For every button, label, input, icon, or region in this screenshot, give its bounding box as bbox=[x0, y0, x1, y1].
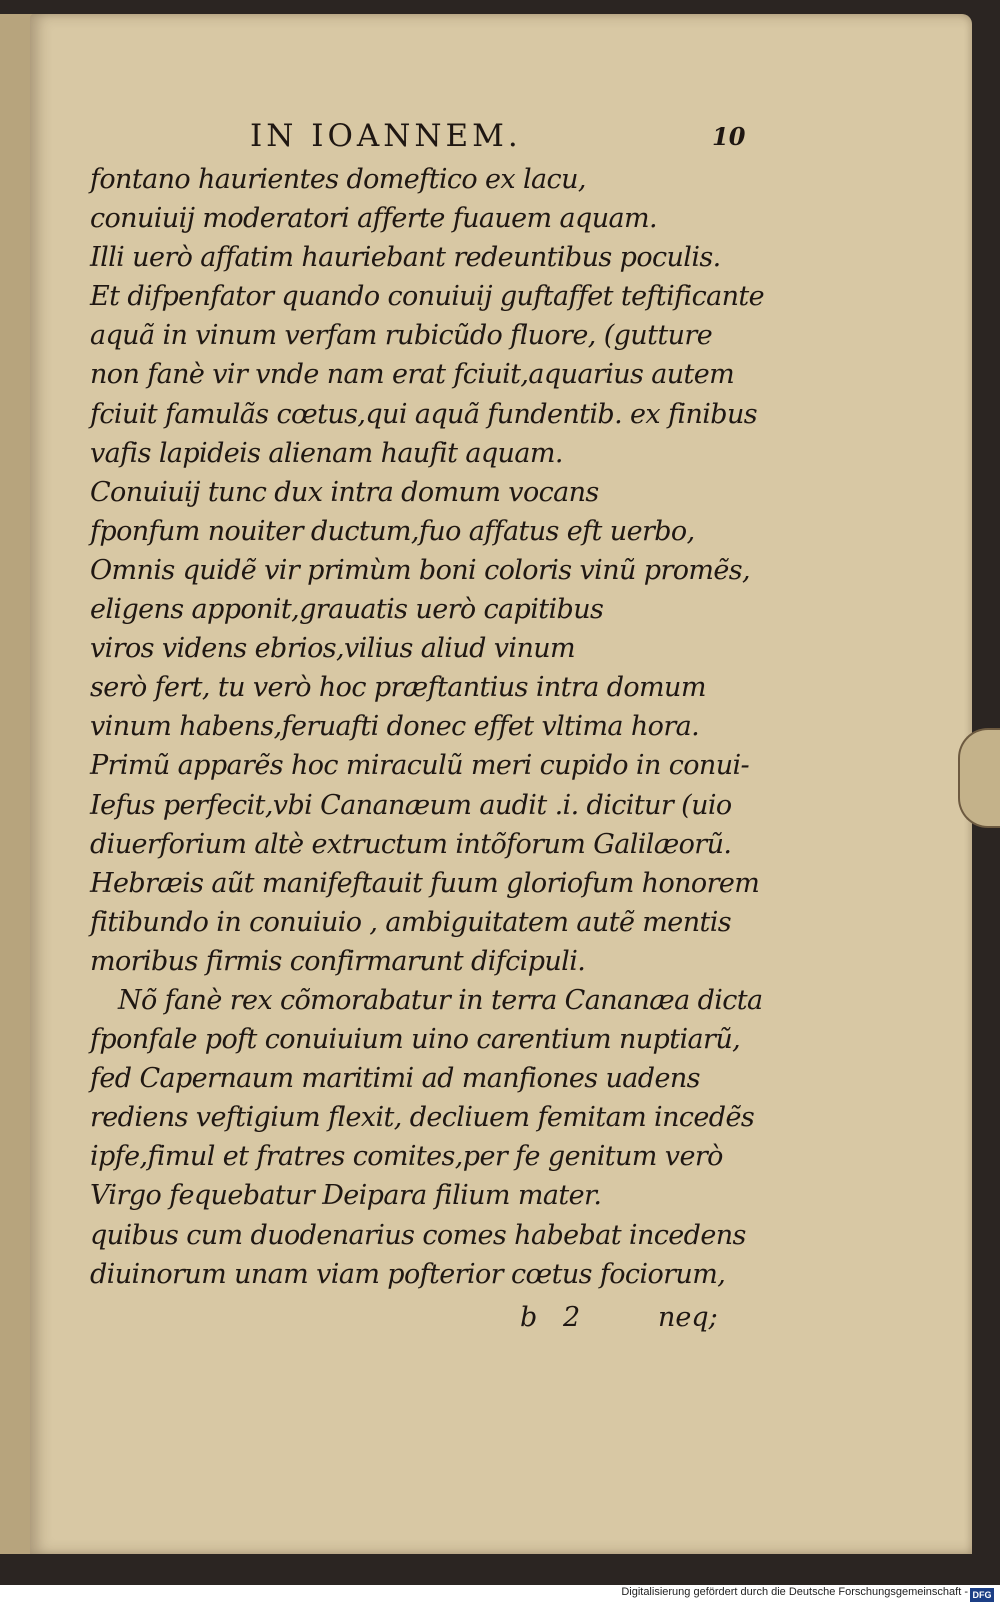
text-line: fitibundo in conuiuio , ambiguitatem autẽ mentis bbox=[90, 906, 732, 938]
verse-text bbox=[90, 160, 765, 1294]
text-line: moribus firmis confirmarunt difcipuli. bbox=[90, 945, 586, 977]
text-line: Illi uerò affatim hauriebant redeuntibus poculis. bbox=[90, 242, 721, 274]
book-clasp bbox=[958, 728, 1000, 828]
text-line: Primũ apparẽs hoc miraculũ meri cupido in conui- bbox=[90, 750, 750, 782]
text-line: Virgo fequebatur Deipara filium mater. bbox=[90, 1180, 602, 1212]
text-line: non fanè vir vnde nam erat fciuit,aquarius autem bbox=[90, 359, 735, 391]
text-line: fciuit famulãs cœtus,qui aquã fundentib. ex finibus bbox=[90, 398, 758, 430]
text-line: Iefus perfecit,vbi Cananæum audit .i. dicitur (uio bbox=[90, 789, 732, 821]
text-line: fponfum nouiter ductum,fuo affatus eft uerbo, bbox=[90, 515, 695, 547]
text-line: fponfale poft conuiuium uino carentium nuptiarũ, bbox=[90, 1024, 741, 1056]
page-header bbox=[0, 118, 1000, 158]
text-line: rediens veftigium flexit, decliuem femitam incedẽs bbox=[90, 1102, 755, 1134]
text-line: Et difpenfator quando conuiuij guftaffet teftificante bbox=[90, 281, 765, 313]
text-line: quibus cum duodenarius comes habebat incedens bbox=[90, 1219, 746, 1251]
text-line: eligens apponit,grauatis uerò capitibus bbox=[90, 594, 604, 626]
text-line: vafis lapideis alienam haufit aquam. bbox=[90, 437, 563, 469]
signature-number: 2 bbox=[563, 1302, 581, 1333]
text-line: viros videns ebrios,vilius aliud vinum bbox=[90, 633, 576, 665]
signature-line bbox=[0, 1302, 1000, 1338]
text-line: diuerforium altè extructum intõforum Galilæorũ. bbox=[90, 828, 732, 860]
signature-mark: b bbox=[520, 1302, 538, 1333]
text-line: Conuiuij tunc dux intra domum vocans bbox=[90, 476, 599, 508]
page-number: 10 bbox=[712, 122, 746, 151]
text-line: aquã in vinum verfam rubicũdo fluore, (gutture bbox=[90, 320, 713, 352]
dfg-logo: DFG bbox=[970, 1588, 994, 1602]
text-line: serò fert, tu verò hoc præftantius intra domum bbox=[90, 672, 706, 704]
text-line: ipfe,fimul et fratres comites,per fe genitum verò bbox=[90, 1141, 723, 1173]
text-line: Omnis quidẽ vir primùm boni coloris vinũ promẽs, bbox=[90, 554, 751, 586]
catchword: neq; bbox=[658, 1302, 718, 1333]
text-line: fontano haurientes domeftico ex lacu, bbox=[90, 164, 586, 195]
text-line: conuiuij moderatori afferte fuauem aquam. bbox=[90, 203, 657, 235]
text-line: Hebræis aũt manifeftauit fuum gloriofum honorem bbox=[90, 867, 760, 899]
text-line: vinum habens,feruafti donec effet vltima hora. bbox=[90, 711, 700, 743]
text-line: Nõ fanè rex cõmorabatur in terra Cananæa dicta bbox=[118, 984, 763, 1016]
digitization-credit: Digitalisierung gefördert durch die Deutsche Forschungsgemeinschaft - bbox=[621, 1586, 968, 1598]
text-line: fed Capernaum maritimi ad manfiones uadens bbox=[90, 1063, 700, 1095]
running-head: IN IOANNEM. bbox=[250, 118, 522, 154]
text-line: diuinorum unam viam pofterior cœtus fociorum, bbox=[90, 1258, 726, 1290]
